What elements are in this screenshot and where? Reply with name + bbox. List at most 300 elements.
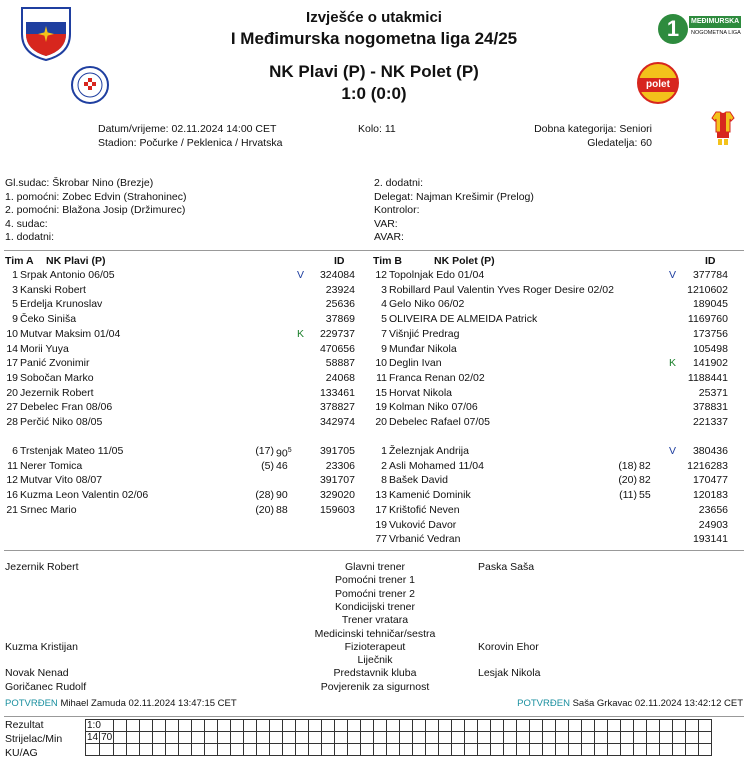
- official-line: AVAR:: [374, 231, 404, 243]
- grid-cell: [647, 744, 660, 756]
- sub-for: (17): [255, 445, 274, 457]
- player-number: 3: [381, 283, 387, 296]
- grid-cell: [686, 744, 699, 756]
- player-name: Debelec Fran 08/06: [20, 401, 113, 414]
- player-id: 173756: [692, 327, 728, 340]
- player-number: 20: [375, 416, 387, 428]
- player-name: Vuković Davor: [389, 518, 457, 531]
- grid-cell: [556, 744, 569, 756]
- grid-cell: [309, 732, 322, 744]
- grid-cell: [582, 744, 595, 756]
- grid-cell: [283, 732, 296, 744]
- staff-left-name: Goričanec Rudolf: [5, 680, 87, 693]
- player-name: Železnjak Andrija: [389, 445, 469, 457]
- sub-minute: [276, 488, 288, 502]
- grid-cell: [647, 732, 660, 744]
- grid-cell: [634, 744, 647, 756]
- grid-cell: [647, 720, 660, 732]
- player-id: 58887: [325, 357, 355, 370]
- player-number: 5: [381, 313, 387, 326]
- staff-role: Trener vratara: [341, 614, 409, 627]
- player-id: 378827: [319, 401, 355, 414]
- goalkeeper-badge: V: [297, 269, 305, 281]
- player-name: Višnjić Predrag: [389, 327, 460, 340]
- report-title: Izvješće o utakmici: [306, 9, 442, 26]
- grid-cell: [140, 744, 153, 756]
- grid-cell: [244, 720, 257, 732]
- sub-for: (11): [619, 489, 637, 502]
- grid-cell: [608, 720, 621, 732]
- grid-row: [86, 744, 712, 756]
- grid-cell: [400, 732, 413, 744]
- grid-cell: [699, 720, 712, 732]
- official-line: 2. pomoćni: Blažona Josip (Držimurec): [5, 204, 186, 216]
- official-line: 2. dodatni:: [374, 177, 424, 189]
- player-id: 23306: [325, 459, 355, 472]
- grid-cell: [322, 744, 335, 756]
- official-line: 4. sudac:: [5, 217, 48, 230]
- team-b-name: NK Polet (P): [434, 255, 495, 267]
- grid-cell: [166, 732, 179, 744]
- staff-right-name: Paska Saša: [478, 561, 535, 573]
- grid-cell: [322, 720, 335, 732]
- player-name: Debelec Rafael 07/05: [389, 416, 490, 428]
- player-number: 21: [6, 503, 18, 516]
- match-title: NK Plavi (P) - NK Polet (P): [269, 62, 479, 81]
- player-number: 7: [381, 327, 387, 340]
- grid-cell: [296, 720, 309, 732]
- official-line: Kontrolor:: [374, 204, 420, 216]
- player-name: Kamenić Dominik: [389, 489, 471, 502]
- grid-cell: [140, 732, 153, 744]
- player-name: Horvat Nikola: [389, 386, 453, 399]
- polet-logo-text: polet: [639, 78, 677, 92]
- player-name: Trstenjak Mateo 11/05: [20, 445, 124, 457]
- rezultat-label: Rezultat: [5, 719, 44, 731]
- grid-cell: [543, 720, 556, 732]
- player-number: 20: [6, 386, 18, 399]
- grid-cell: [491, 732, 504, 744]
- goalkeeper-badge: V: [669, 269, 677, 281]
- player-id: 25636: [325, 298, 355, 311]
- grid-cell: [569, 744, 582, 756]
- grid-cell: [426, 720, 439, 732]
- grid-cell: [218, 744, 231, 756]
- grid-cell: 1:0: [86, 720, 114, 732]
- grid-cell: [517, 744, 530, 756]
- player-name: Erdelja Krunoslav: [20, 298, 103, 311]
- grid-cell: [86, 744, 100, 756]
- grid-cell: [309, 744, 322, 756]
- grid-cell: [348, 744, 361, 756]
- league-logo-label: MEĐIMURSKA: [689, 16, 741, 28]
- grid-cell: [231, 744, 244, 756]
- grid-cell: [530, 732, 543, 744]
- player-id: 141902: [692, 357, 728, 370]
- player-number: 12: [6, 474, 18, 487]
- grid-cell: [595, 744, 608, 756]
- grid-cell: [387, 720, 400, 732]
- player-id: 377784: [692, 269, 728, 281]
- league-logo-sublabel: NOGOMETNA LIGA: [691, 30, 741, 36]
- player-number: 19: [375, 401, 387, 414]
- captain-badge: K: [669, 357, 677, 370]
- sub-minute: [639, 488, 651, 502]
- player-number: 17: [375, 503, 387, 516]
- grid-cell: [504, 720, 517, 732]
- match-stadium: Stadion: Počurke / Peklenica / Hrvatska: [98, 137, 283, 149]
- grid-cell: [166, 744, 179, 756]
- grid-cell: [543, 732, 556, 744]
- grid-cell: [673, 744, 686, 756]
- player-number: 12: [375, 269, 387, 281]
- grid-cell: [413, 744, 426, 756]
- grid-cell: [400, 744, 413, 756]
- grid-cell: [179, 732, 192, 744]
- player-number: 8: [381, 474, 387, 487]
- strijelac-label: Strijelac/Min: [5, 733, 63, 745]
- player-id: 329020: [319, 489, 355, 502]
- staff-role: Fizioterapeut: [344, 640, 406, 653]
- grid-cell: [179, 720, 192, 732]
- grid-cell: [634, 732, 647, 744]
- player-number: 2: [381, 459, 387, 472]
- grid-cell: [491, 720, 504, 732]
- team-a-label: Tim A: [5, 255, 34, 267]
- team-b-id-header: ID: [705, 255, 716, 267]
- spectators: Gledatelja: 60: [587, 137, 652, 149]
- grid-cell: [478, 744, 491, 756]
- sub-minute-value: 88: [276, 503, 288, 516]
- grid-cell: [582, 732, 595, 744]
- grid-cell: [660, 744, 673, 756]
- grid-cell: [374, 732, 387, 744]
- captain-badge: K: [297, 327, 305, 340]
- grid-cell: [192, 732, 205, 744]
- grid-cell: [699, 744, 712, 756]
- player-id: 342974: [319, 416, 355, 428]
- staff-role: Glavni trener: [344, 561, 406, 573]
- sub-minute-value: 82: [639, 459, 651, 472]
- player-id: 23656: [698, 503, 728, 516]
- player-id: 324084: [319, 269, 355, 281]
- goalkeeper-badge: V: [669, 445, 677, 457]
- grid-cell: [517, 720, 530, 732]
- grid-cell: [452, 744, 465, 756]
- confirm-left: POTVRĐEN Mihael Zamuda 02.11.2024 13:47:15 CET: [5, 698, 237, 709]
- sub-minute: [276, 503, 288, 517]
- team-a-name: NK Plavi (P): [46, 255, 106, 267]
- staff-role: Pomoćni trener 1: [335, 574, 415, 587]
- player-number: 16: [6, 489, 18, 502]
- grid-cell: [244, 744, 257, 756]
- staff-role: Pomoćni trener 2: [335, 587, 415, 600]
- jersey-icon: [710, 110, 736, 148]
- player-name: OLIVEIRA DE ALMEIDA Patrick: [389, 313, 538, 326]
- player-number: 4: [381, 298, 387, 311]
- match-score: 1:0 (0:0): [341, 84, 407, 103]
- player-number: 1: [381, 445, 387, 457]
- team-a-id-header: ID: [334, 255, 345, 267]
- grid-cell: [452, 732, 465, 744]
- player-id: 193141: [692, 533, 728, 546]
- grid-cell: [439, 744, 452, 756]
- grid-cell: [621, 732, 634, 744]
- player-name: Srnec Mario: [20, 503, 77, 516]
- kuag-label: KU/AG: [5, 747, 38, 759]
- player-name: Franca Renan 02/02: [389, 371, 485, 384]
- player-name: Robillard Paul Valentin Yves Roger Desire 02/02: [389, 283, 614, 296]
- staff-role: Povjerenik za sigurnost: [320, 680, 430, 693]
- grid-cell: [556, 720, 569, 732]
- player-number: 28: [6, 416, 18, 428]
- player-name: Krištofić Neven: [389, 503, 460, 516]
- player-number: 10: [375, 357, 387, 370]
- player-name: Deglin Ivan: [389, 357, 442, 370]
- player-number: 19: [6, 371, 18, 384]
- player-number: 14: [6, 342, 18, 355]
- grid-cell: [439, 720, 452, 732]
- grid-cell: [491, 744, 504, 756]
- grid-cell: [153, 720, 166, 732]
- grid-cell: [127, 744, 140, 756]
- player-id: 159603: [319, 503, 355, 516]
- grid-cell: [465, 720, 478, 732]
- grid-cell: [231, 720, 244, 732]
- player-id: 24903: [698, 518, 728, 531]
- sub-minute-extra: 5: [287, 447, 292, 454]
- player-id: 25371: [698, 386, 728, 399]
- grid-cell: [608, 744, 621, 756]
- sub-minute-value: 90: [276, 447, 288, 460]
- player-name: Kuzma Leon Valentin 02/06: [20, 489, 149, 502]
- grid-cell: [348, 720, 361, 732]
- official-line: 1. pomoćni: Zobec Edvin (Strahoninec): [5, 190, 187, 203]
- staff-role: Kondicijski trener: [335, 600, 415, 613]
- grid-cell: [673, 720, 686, 732]
- age-category: Dobna kategorija: Seniori: [534, 123, 652, 135]
- grid-cell: [582, 720, 595, 732]
- player-id: 105498: [692, 342, 728, 355]
- grid-cell: [361, 744, 374, 756]
- grid-cell: [504, 744, 517, 756]
- player-number: 3: [12, 283, 18, 296]
- player-name: Munđar Nikola: [389, 342, 457, 355]
- player-name: Kanski Robert: [20, 283, 86, 296]
- official-line: 1. dodatni:: [5, 231, 55, 243]
- grid-cell: [153, 744, 166, 756]
- grid-cell: [686, 732, 699, 744]
- player-id: 391707: [319, 474, 355, 487]
- sub-minute: [639, 473, 651, 487]
- player-name: Bašek David: [389, 474, 448, 487]
- player-number: 6: [12, 445, 18, 457]
- player-name: Čeko Siniša: [20, 313, 77, 326]
- grid-cell: [439, 732, 452, 744]
- player-id: 378831: [692, 401, 728, 414]
- grid-cell: [530, 744, 543, 756]
- player-number: 27: [6, 401, 18, 414]
- official-line: VAR:: [374, 217, 398, 230]
- grid-cell: [270, 720, 283, 732]
- player-id: 229737: [319, 327, 355, 340]
- player-id: 37869: [325, 313, 355, 326]
- grid-cell: [127, 732, 140, 744]
- grid-cell: [504, 732, 517, 744]
- grid-cell: [517, 732, 530, 744]
- grid-cell: [114, 732, 127, 744]
- grid-cell: [309, 720, 322, 732]
- official-line: Delegat: Najman Krešimir (Prelog): [374, 190, 534, 203]
- grid-cell: [257, 720, 270, 732]
- player-number: 11: [7, 459, 18, 472]
- official-line: Gl.sudac: Škrobar Nino (Brezje): [5, 177, 154, 189]
- grid-cell: [465, 732, 478, 744]
- grid-cell: [374, 720, 387, 732]
- player-id: 120183: [692, 489, 728, 502]
- grid-cell: [127, 720, 140, 732]
- grid-cell: [283, 744, 296, 756]
- player-id: 23924: [325, 283, 355, 296]
- player-name: Jezernik Robert: [20, 386, 94, 399]
- grid-cell: [166, 720, 179, 732]
- player-id: 221337: [692, 416, 728, 428]
- league-title: I Međimurska nogometna liga 24/25: [230, 29, 518, 48]
- player-number: 1: [12, 269, 18, 281]
- player-id: 380436: [692, 445, 728, 457]
- player-name: Nerer Tomica: [20, 459, 83, 472]
- grid-cell: [361, 732, 374, 744]
- grid-row: [86, 720, 712, 732]
- player-id: 1188441: [687, 371, 728, 384]
- grid-cell: [192, 720, 205, 732]
- player-number: 9: [12, 313, 18, 326]
- grid-cell: [478, 720, 491, 732]
- grid-cell: [179, 744, 192, 756]
- grid-cell: [673, 732, 686, 744]
- grid-cell: [270, 732, 283, 744]
- grid-cell: [231, 732, 244, 744]
- score-grid: [85, 719, 712, 756]
- grid-cell: [634, 720, 647, 732]
- player-number: 11: [376, 371, 387, 384]
- sub-minute-value: 90: [276, 489, 288, 502]
- match-date: Datum/vrijeme: 02.11.2024 14:00 CET: [98, 123, 277, 135]
- staff-role: Medicinski tehničar/sestra: [314, 627, 436, 640]
- sub-for: (20): [255, 503, 274, 516]
- grid-cell: [153, 732, 166, 744]
- grid-cell: [569, 732, 582, 744]
- player-number: 19: [375, 518, 387, 531]
- sub-for: (20): [618, 474, 637, 487]
- grid-cell: [595, 732, 608, 744]
- grid-cell: [465, 744, 478, 756]
- staff-left-name: Jezernik Robert: [5, 561, 79, 573]
- grid-cell: [335, 744, 348, 756]
- player-name: Srpak Antonio 06/05: [20, 269, 115, 281]
- player-number: 5: [12, 298, 18, 311]
- grid-cell: [348, 732, 361, 744]
- grid-cell: [686, 720, 699, 732]
- match-round: Kolo: 11: [358, 123, 396, 135]
- grid-cell: [660, 720, 673, 732]
- grid-row: [86, 732, 712, 744]
- player-name: Vrbanić Vedran: [389, 533, 461, 546]
- player-number: 10: [6, 327, 18, 340]
- grid-cell: [361, 720, 374, 732]
- grid-cell: [205, 744, 218, 756]
- grid-cell: [270, 744, 283, 756]
- player-name: Perčić Niko 08/05: [20, 416, 103, 428]
- grid-cell: [114, 720, 127, 732]
- grid-cell: [621, 744, 634, 756]
- grid-cell: [205, 732, 218, 744]
- grid-cell: [569, 720, 582, 732]
- staff-role: Liječnik: [357, 654, 393, 667]
- staff-right-name: Lesjak Nikola: [478, 667, 541, 680]
- grid-cell: [205, 720, 218, 732]
- staff-role: Predstavnik kluba: [333, 667, 417, 680]
- sub-for: (5): [261, 459, 274, 472]
- grid-cell: [452, 720, 465, 732]
- player-name: Morii Yuya: [20, 342, 69, 355]
- player-id: 189045: [692, 298, 728, 311]
- player-name: Mutvar Vito 08/07: [20, 474, 103, 487]
- player-name: Kolman Niko 07/06: [389, 401, 478, 414]
- sub-minute-value: 55: [639, 489, 651, 502]
- player-id: 1216283: [687, 459, 728, 472]
- player-name: Asli Mohamed 11/04: [389, 459, 484, 472]
- grid-cell: [543, 744, 556, 756]
- grid-cell: [621, 720, 634, 732]
- player-name: Mutvar Maksim 01/04: [20, 327, 121, 340]
- grid-cell: [426, 732, 439, 744]
- staff-left-name: Kuzma Kristijan: [5, 640, 78, 653]
- grid-cell: [257, 732, 270, 744]
- player-number: 13: [375, 489, 387, 502]
- grid-cell: [387, 744, 400, 756]
- staff-left-name: Novak Nenad: [5, 667, 69, 680]
- sub-minute: [639, 459, 651, 473]
- grid-cell: 14: [87, 731, 99, 743]
- player-name: Panić Zvonimir: [20, 357, 90, 370]
- sub-minute-value: 82: [639, 474, 651, 487]
- player-id: 1210602: [687, 283, 728, 296]
- grid-cell: [296, 732, 309, 744]
- grid-cell: [374, 744, 387, 756]
- player-number: 17: [6, 357, 18, 370]
- grid-cell: [426, 744, 439, 756]
- grid-cell: [322, 732, 335, 744]
- grid-cell: [218, 732, 231, 744]
- grid-cell: [192, 744, 205, 756]
- player-id: 391705: [319, 445, 355, 457]
- sub-for: (18): [618, 459, 637, 472]
- sub-for: (28): [255, 489, 274, 502]
- staff-right-name: Korovin Ehor: [478, 640, 539, 653]
- grid-cell: [413, 732, 426, 744]
- grid-cell: [595, 720, 608, 732]
- confirm-right: POTVRĐEN Saša Grkavac 02.11.2024 13:42:12 CET: [517, 698, 743, 709]
- player-id: 133461: [319, 386, 355, 399]
- player-id: 470656: [319, 342, 355, 355]
- grid-cell: [335, 732, 348, 744]
- grid-cell: [296, 744, 309, 756]
- player-number: 9: [381, 342, 387, 355]
- grid-cell: [335, 720, 348, 732]
- player-number: 15: [375, 386, 387, 399]
- grid-cell: [257, 744, 270, 756]
